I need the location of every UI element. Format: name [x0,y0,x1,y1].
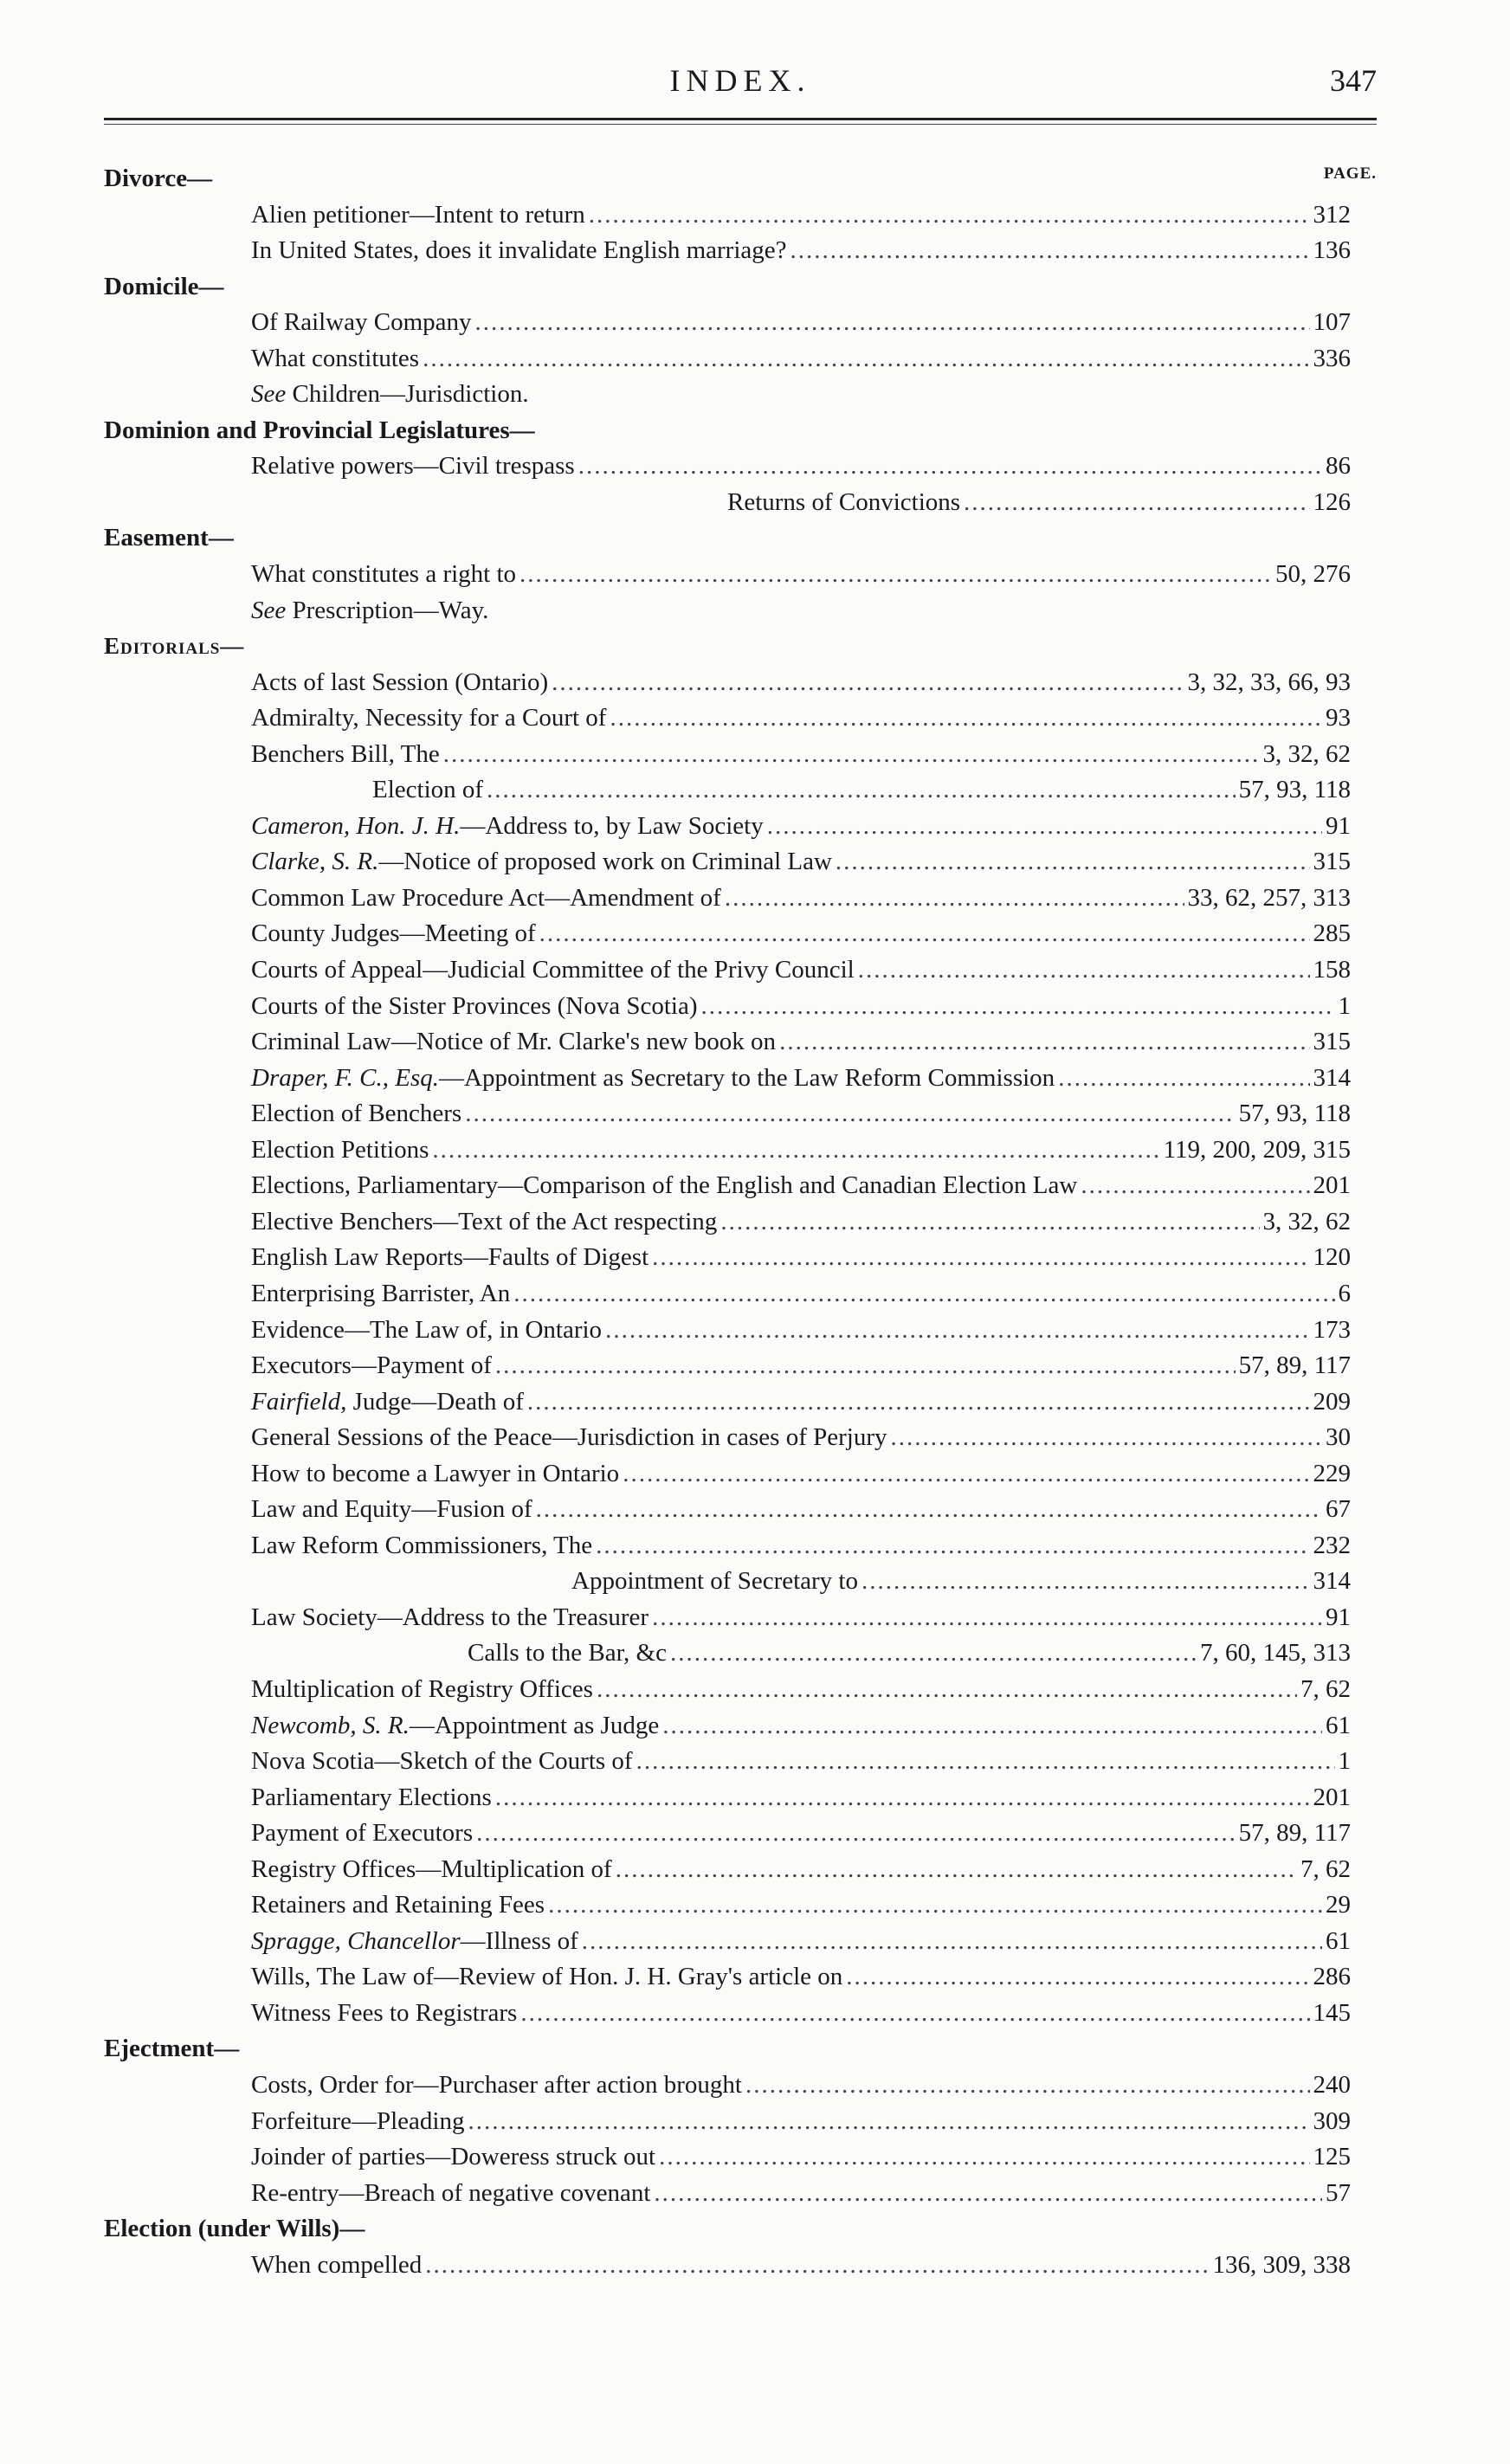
index-entry [104,1096,1377,1132]
entry-title: How to become a Lawyer in Ontario [251,1459,620,1487]
header-rule-thin [104,124,1377,125]
dot-leader [790,233,1310,269]
index-entry [104,1672,1377,1708]
entry-text [251,1313,602,1349]
entry-pages: 314 [1313,1567,1351,1596]
page-number: 347 [1330,63,1377,98]
entry-pages: 7, 60, 145, 313 [1200,1639,1351,1667]
dot-leader [846,1959,1309,1996]
dot-leader [495,1348,1236,1384]
index-entry [104,341,1377,377]
section-heading: Dominion and Provincial Legislatures— [104,416,535,444]
entry-title: Costs, Order for—Purchaser after action brought [251,2070,742,2099]
dot-leader [513,1276,1334,1313]
entry-title: Forfeiture—Pleading [251,2106,465,2135]
dot-leader [596,1528,1309,1564]
entry-title: Returns of Convictions [727,487,961,516]
entry-pages: 145 [1313,1998,1351,2027]
entry-title: Re-entry—Breach of negative covenant [251,2178,651,2207]
entry-pages: 57, 93, 118 [1238,776,1351,804]
entry-pages: 57, 89, 117 [1238,1351,1351,1380]
entry-text [251,1204,717,1241]
entry-text [251,700,606,737]
entry-pages: 229 [1313,1459,1351,1487]
entry-pages: 312 [1313,200,1351,229]
index-entry [104,952,1377,989]
index-entry [104,1816,1377,1852]
index-entry [104,197,1377,234]
entry-text [251,1816,473,1852]
index-entry [104,1420,1377,1456]
entry-text [251,1240,649,1276]
entry-pages: 136 [1313,236,1351,265]
index-entry [104,2067,1377,2104]
index-entry [104,1780,1377,1816]
entry-title: Wills, The Law of—Review of Hon. J. H. Gray's article on [251,1963,843,1991]
index-entry [104,809,1377,845]
entry-title: Children—Jurisdiction. [292,380,529,409]
entry-text [251,593,488,629]
index-entry [104,1564,1377,1600]
entry-text [251,557,516,593]
entry-text [251,952,855,989]
entry-pages: 50, 276 [1275,560,1351,589]
entry-name-italic: Clarke, S. R. [251,848,379,876]
entry-pages: 240 [1313,2070,1351,2099]
entry-title: Alien petitioner—Intent to return [251,200,585,229]
entry-title: Common Law Procedure Act—Amendment of [251,883,721,912]
entry-text [251,1672,593,1708]
index-entry [104,1996,1377,2032]
entry-text [251,2248,422,2284]
entry-pages: 126 [1313,487,1351,516]
index-entry [104,989,1377,1025]
entry-text [251,1780,492,1816]
dot-leader [519,557,1272,593]
index-entry [104,1887,1377,1924]
entry-pages: 107 [1313,308,1351,337]
entry-pages: 315 [1313,1028,1351,1056]
see-reference-label: See [251,380,287,409]
entry-title: Witness Fees to Registrars [251,1998,518,2027]
entry-text [251,737,440,773]
dot-leader [1081,1168,1309,1204]
entry-pages: 3, 32, 62 [1262,1207,1351,1235]
entry-name-italic: Cameron, Hon. J. H. [251,811,461,840]
dot-leader [425,2248,1209,2284]
entry-text [251,809,764,845]
dot-leader [536,1492,1322,1528]
entry-text [251,1744,633,1780]
entry-pages: 1 [1338,1747,1351,1776]
dot-leader [520,1996,1309,2032]
entry-text [251,989,697,1025]
dot-leader [578,448,1322,485]
dot-leader [745,2067,1310,2104]
index-entry [104,1061,1377,1097]
index-entry [104,2139,1377,2176]
entry-text [251,1492,532,1528]
entry-text [251,665,548,701]
entry-text [251,1959,842,1996]
entry-pages: 61 [1326,1926,1351,1955]
page-column-label: PAGE. [1323,164,1377,183]
dot-leader [858,952,1310,989]
entry-text [251,1420,887,1456]
entry-title: Executors—Payment of [251,1351,492,1380]
entry-text [727,485,960,521]
entry-title: Payment of Executors [251,1819,474,1848]
entry-title: Election of [372,776,484,804]
index-entry [104,1600,1377,1636]
entry-pages: 7, 62 [1300,1854,1351,1883]
entry-text [251,1168,1077,1204]
entry-title: Prescription—Way. [292,596,489,624]
entry-text [251,305,472,341]
entry-pages: 1 [1338,991,1351,1020]
entry-pages: 91 [1326,1603,1351,1631]
entry-pages: 314 [1313,1063,1351,1092]
entry-text [251,197,585,234]
entry-text [251,844,832,880]
dot-leader [597,1672,1297,1708]
entry-title: Courts of the Sister Provinces (Nova Scotia) [251,991,698,1020]
dot-leader [636,1744,1335,1780]
entry-text [251,1132,429,1169]
index-entry [104,1635,1377,1672]
entry-pages: 7, 62 [1300,1674,1351,1703]
dot-leader [1058,1061,1309,1097]
dot-leader [659,2139,1309,2176]
entry-name-italic: Spragge, Chancellor [251,1926,461,1955]
entry-title: Election of Benchers [251,1100,462,1128]
index-entry [104,1384,1377,1421]
dot-leader [552,665,1184,701]
dot-leader [767,809,1322,845]
index-entry [104,1276,1377,1313]
dot-leader [779,1024,1309,1061]
dot-leader [476,1816,1235,1852]
index-entry [104,377,1377,413]
index-entry [104,1924,1377,1960]
dot-leader [548,1887,1322,1924]
entry-pages: 315 [1313,848,1351,876]
entry-text [372,772,483,809]
entry-title: Of Railway Company [251,308,472,337]
index-entry [104,1168,1377,1204]
entry-text [251,880,721,917]
index-entry [104,1240,1377,1276]
entry-title: —Address to, by Law Society [460,811,764,840]
entry-title: Elections, Parliamentary—Comparison of the English and Canadian Election Law [251,1171,1078,1200]
entry-text [251,448,575,485]
entry-text [251,2176,650,2212]
dot-leader [725,880,1184,917]
dot-leader [891,1420,1323,1456]
section-heading: Divorce— [104,164,213,192]
entry-text [251,341,419,377]
entry-pages: 309 [1313,2106,1351,2135]
section-heading: Editorials— [104,633,245,660]
dot-leader [432,1132,1159,1169]
entry-title: Law and Equity—Fusion of [251,1495,532,1524]
index-entry [104,1024,1377,1061]
index-entry [104,2104,1377,2140]
entry-text [251,377,529,413]
entry-text [251,1384,524,1421]
dot-leader [589,197,1310,234]
entry-pages: 6 [1338,1279,1351,1307]
entry-pages: 67 [1326,1495,1351,1524]
entry-name-italic: Fairfield, [251,1387,347,1416]
dot-leader [610,700,1322,737]
entry-text [251,1708,659,1745]
dot-leader [662,1708,1322,1745]
entry-pages: 286 [1313,1963,1351,1991]
entry-title: Nova Scotia—Sketch of the Courts of [251,1747,633,1776]
entry-title: What constitutes [251,344,420,372]
entry-title: —Appointment as Secretary to the Law Reform Commission [439,1063,1055,1092]
section-heading: Ejectment— [104,2035,240,2063]
section-heading: Easement— [104,524,234,552]
entry-title: County Judges—Meeting of [251,919,536,948]
header-rule-thick [104,118,1377,120]
entry-title: When compelled [251,2250,423,2279]
index-entry [104,1456,1377,1493]
dot-leader [527,1384,1310,1421]
dot-leader [654,2176,1322,2212]
dot-leader [582,1924,1322,1960]
entry-title: General Sessions of the Peace—Jurisdiction in cases of Perjury [251,1423,887,1452]
dot-leader [539,916,1310,952]
entry-pages: 57, 93, 118 [1238,1100,1351,1128]
index-entry [104,233,1377,269]
dot-leader [623,1456,1309,1493]
index-body [104,161,1377,2283]
index-entry [104,557,1377,593]
index-entry [104,485,1377,521]
dot-leader [443,737,1260,773]
entry-title: Parliamentary Elections [251,1783,492,1811]
entry-pages: 119, 200, 209, 315 [1163,1135,1351,1164]
dot-leader [700,989,1334,1025]
dot-leader [475,305,1310,341]
index-entry [104,1132,1377,1169]
index-entry [104,880,1377,917]
entry-pages: 29 [1326,1891,1351,1919]
dot-leader [605,1313,1309,1349]
entry-title: Registry Offices—Multiplication of [251,1854,612,1883]
entry-pages: 336 [1313,344,1351,372]
index-entry [104,1959,1377,1996]
dot-leader [465,1096,1235,1132]
entry-text [251,1528,592,1564]
index-entry [104,2248,1377,2284]
entry-pages: 57, 89, 117 [1238,1819,1351,1848]
entry-title: Appointment of Secretary to [571,1567,858,1596]
entry-text [251,233,787,269]
entry-text [251,2104,464,2140]
entry-title: —Notice of proposed work on Criminal Law [378,848,832,876]
entry-text [251,1061,1055,1097]
entry-title: Evidence—The Law of, in Ontario [251,1315,603,1344]
entry-name-italic: Draper, F. C., Esq. [251,1063,439,1092]
entry-pages: 125 [1313,2143,1351,2171]
entry-title: Retainers and Retaining Fees [251,1891,545,1919]
see-reference-label: See [251,596,287,624]
entry-title: —Illness of [460,1926,578,1955]
entry-text [468,1635,667,1672]
dot-leader [836,844,1310,880]
index-entry [104,1528,1377,1564]
index-entry [104,1852,1377,1888]
entry-pages: 120 [1313,1243,1351,1272]
entry-pages: 33, 62, 257, 313 [1187,883,1351,912]
entry-pages: 57 [1326,2178,1351,2207]
entry-title: Criminal Law—Notice of Mr. Clarke's new book on [251,1028,777,1056]
dot-leader [861,1564,1310,1600]
index-entry [104,2176,1377,2212]
dot-leader [964,485,1309,521]
index-entry [104,916,1377,952]
entry-pages: 201 [1313,1783,1351,1811]
entry-title: Law Reform Commissioners, The [251,1531,593,1559]
section-heading: Domicile— [104,272,224,300]
entry-text [251,1024,776,1061]
entry-pages: 61 [1326,1711,1351,1739]
entry-title: English Law Reports—Faults of Digest [251,1243,649,1272]
entry-text [251,1096,461,1132]
index-entry [104,593,1377,629]
index-entry [104,1313,1377,1349]
entry-pages: 201 [1313,1171,1351,1200]
entry-text [251,1456,619,1493]
index-entry [104,844,1377,880]
index-entry [104,1204,1377,1241]
index-entry [104,700,1377,737]
index-entry [104,448,1377,485]
index-entry [104,665,1377,701]
entry-pages: 3, 32, 33, 66, 93 [1187,668,1351,696]
entry-title: Acts of last Session (Ontario) [251,668,549,696]
dot-leader [468,2104,1309,2140]
entry-title: What constitutes a right to [251,560,517,589]
dot-leader [616,1852,1297,1888]
entry-title: Joinder of parties—Doweress struck out [251,2143,656,2171]
entry-title: Admiralty, Necessity for a Court of [251,704,607,732]
entry-title: Multiplication of Registry Offices [251,1674,593,1703]
entry-text [251,2139,655,2176]
entry-title: Election Petitions [251,1135,429,1164]
index-entry [104,1348,1377,1384]
section-heading: Election (under Wills)— [104,2215,365,2243]
entry-text [251,1852,612,1888]
index-entry [104,1492,1377,1528]
entry-pages: 86 [1326,452,1351,481]
entry-text [571,1564,858,1600]
entry-pages: 136, 309, 338 [1212,2250,1351,2279]
entry-pages: 209 [1313,1387,1351,1416]
entry-text [251,1276,510,1313]
entry-title: Courts of Appeal—Judicial Committee of the Privy Council [251,956,855,984]
entry-name-italic: Newcomb, S. R. [251,1711,410,1739]
entry-pages: 93 [1326,704,1351,732]
entry-pages: 232 [1313,1531,1351,1559]
entry-text [251,1887,545,1924]
dot-leader [720,1204,1259,1241]
entry-pages: 173 [1313,1315,1351,1344]
entry-title: —Appointment as Judge [409,1711,660,1739]
dot-leader [652,1600,1322,1636]
entry-text [251,916,536,952]
page-title: INDEX. [669,63,811,98]
dot-leader [423,341,1309,377]
index-entry [104,1708,1377,1745]
entry-pages: 3, 32, 62 [1262,739,1351,768]
entry-title: Calls to the Bar, &c [468,1639,667,1667]
entry-text [251,1996,517,2032]
index-entry [104,772,1377,809]
entry-text [251,1348,492,1384]
dot-leader [487,772,1236,809]
entry-title: In United States, does it invalidate English marriage? [251,236,787,265]
index-entry [104,737,1377,773]
dot-leader [495,1780,1310,1816]
entry-text [251,1600,649,1636]
entry-text [251,1924,578,1960]
entry-title: Enterprising Barrister, An [251,1279,511,1307]
entry-pages: 91 [1326,811,1351,840]
entry-pages: 285 [1313,919,1351,948]
entry-pages: 158 [1313,956,1351,984]
index-entry [104,305,1377,341]
entry-title: Benchers Bill, The [251,739,440,768]
entry-text [251,2067,742,2104]
entry-title: Law Society—Address to the Treasurer [251,1603,649,1631]
entry-title: Relative powers—Civil trespass [251,452,575,481]
page-header [104,62,1377,106]
entry-title: Elective Benchers—Text of the Act respecting [251,1207,718,1235]
entry-title: Judge—Death of [346,1387,524,1416]
index-entry [104,1744,1377,1780]
entry-pages: 30 [1326,1423,1351,1452]
dot-leader [652,1240,1309,1276]
dot-leader [670,1635,1197,1672]
